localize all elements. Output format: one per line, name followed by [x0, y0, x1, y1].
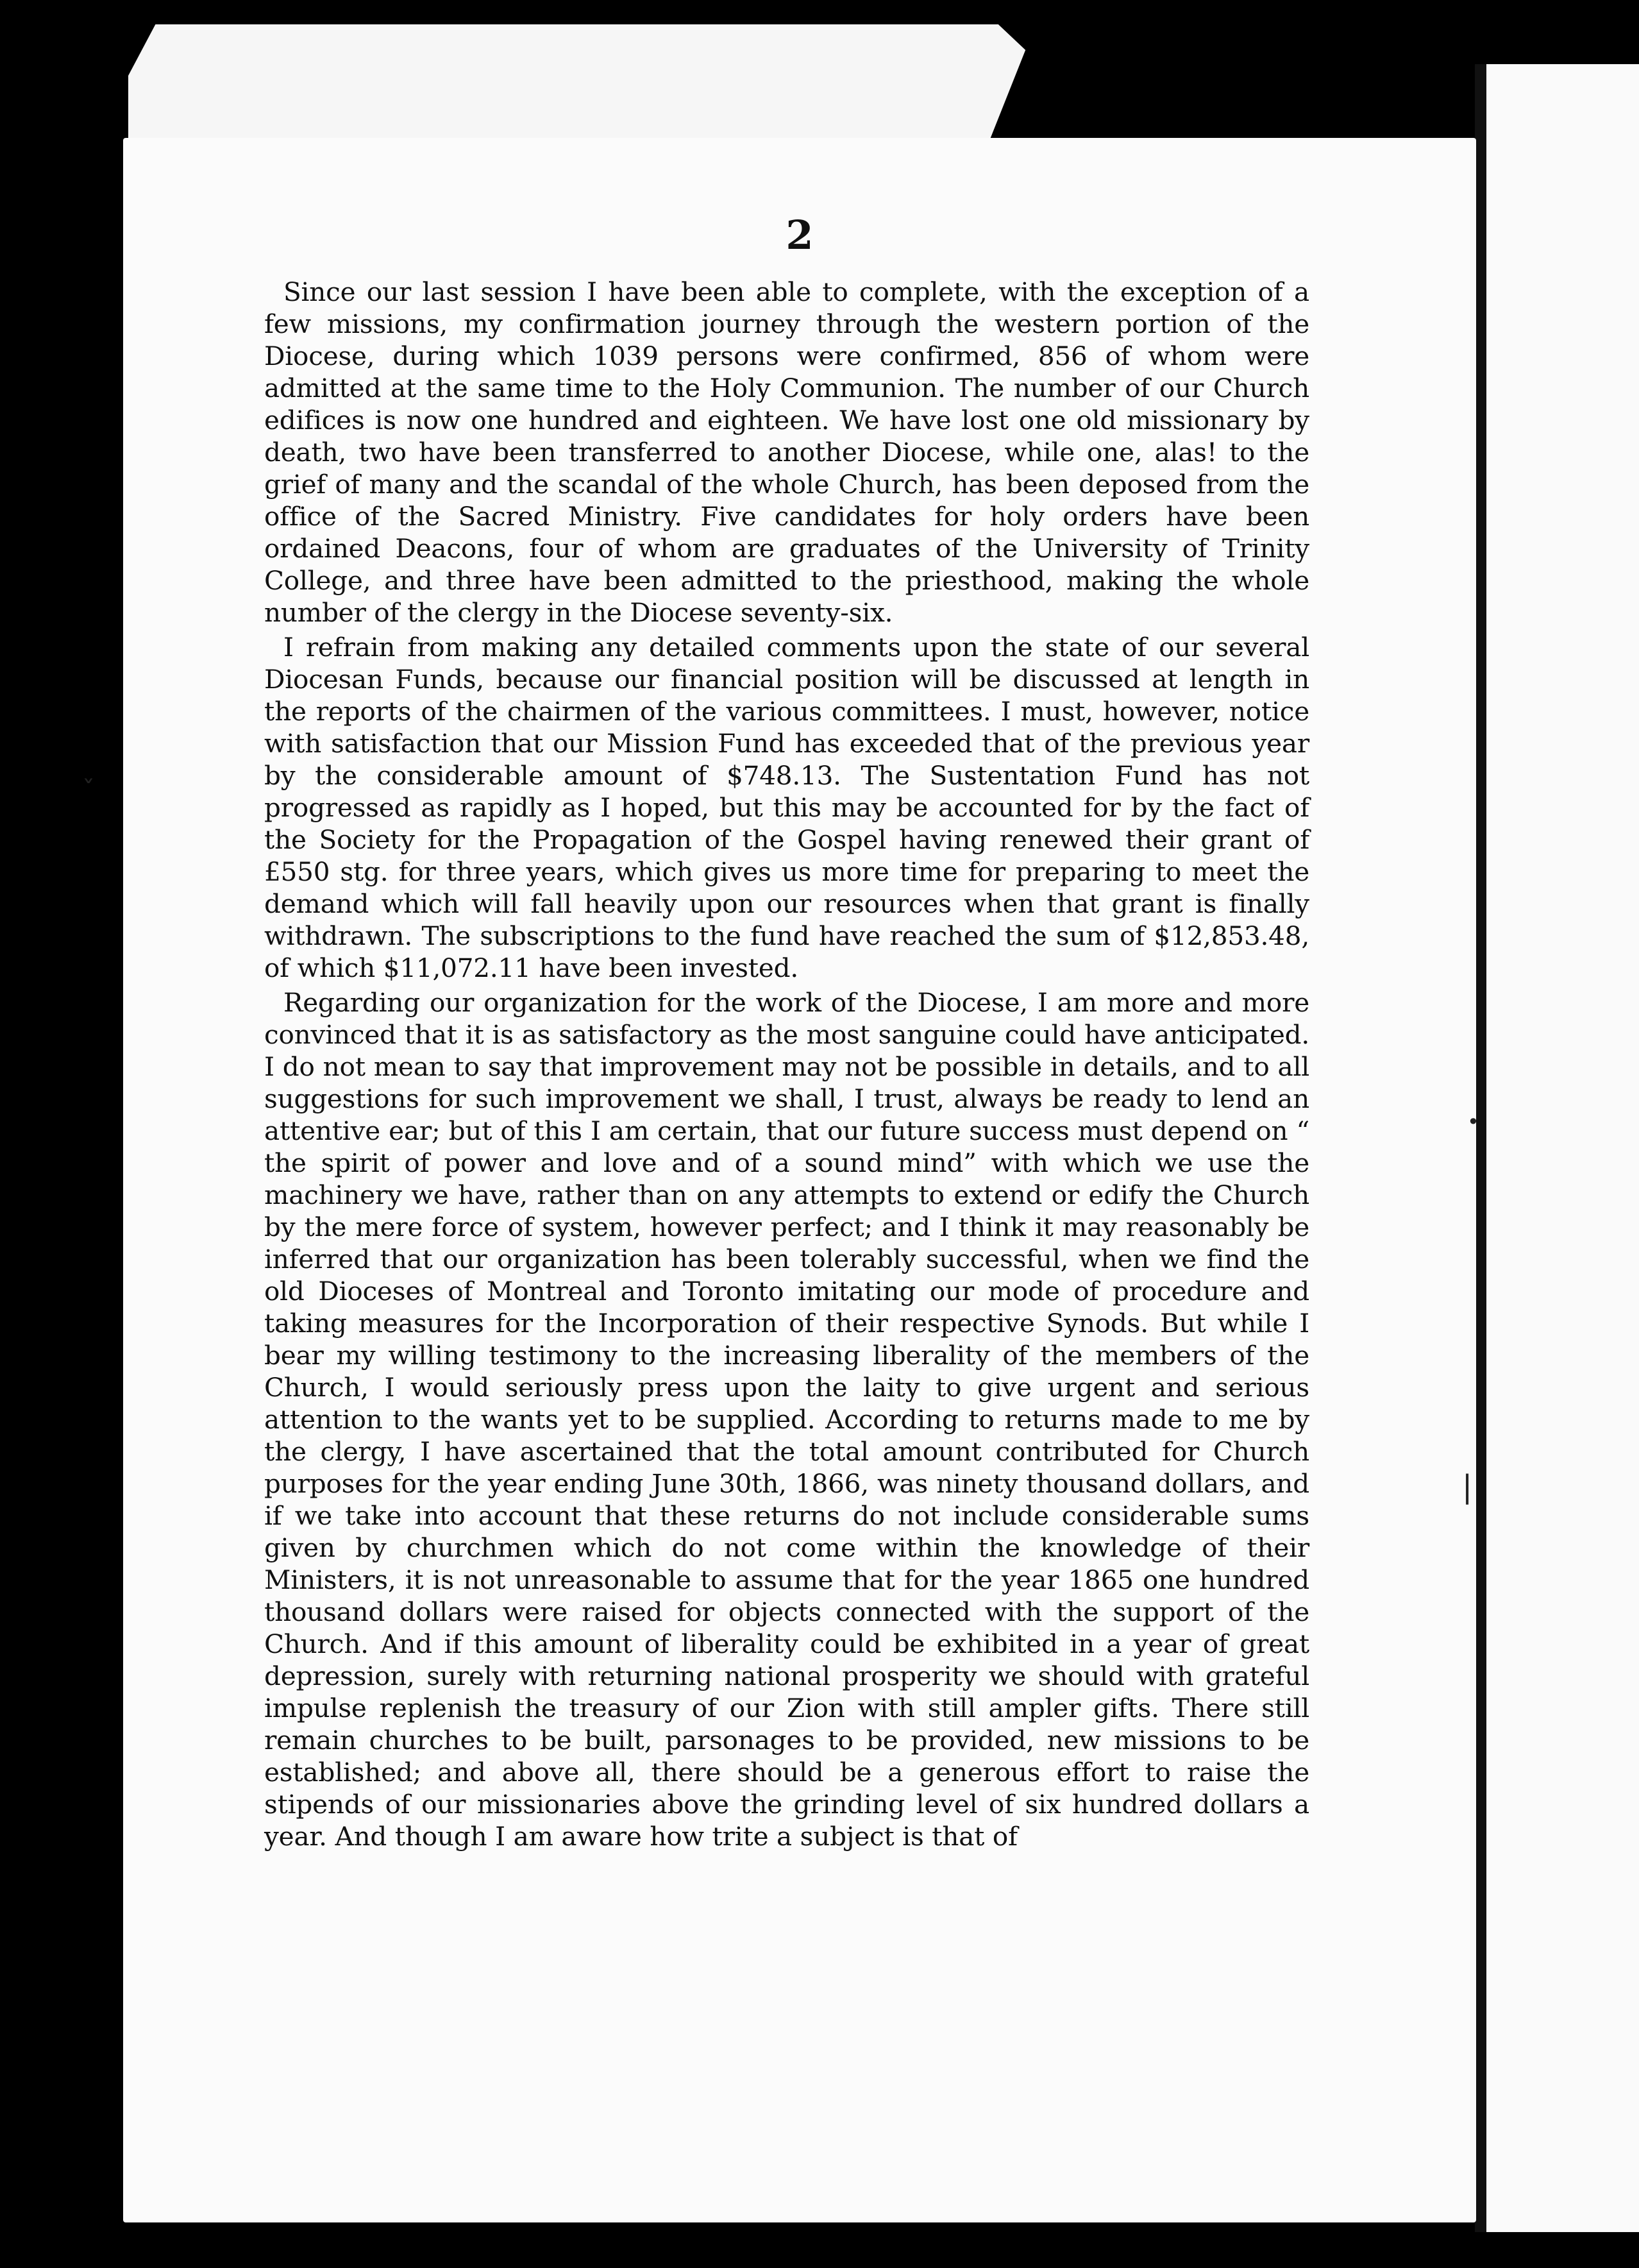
paragraph-confirmation-journey: Since our last session I have been able to complete, with the exception of a few missions, my confirmation journey through the western portion of the Diocese, during which 1039 persons were confirmed, 856 of whom were admitted at the same time to the Holy Communion. The number of our Church edifices is now one hundred and eighteen. We have lost one old missionary by death, two have been transferred to another Diocese, while one, alas! to the grief of many and the scandal of the whole Church, has been deposed from the office of the Sacred Ministry. Five candidates for holy orders have been ordained Deacons, four of whom are graduates of the University of Trinity College, and three have been admitted to the priesthood, making the whole number of the clergy in the Diocese seventy-six.: [264, 276, 1309, 628]
page-top-tab: [128, 24, 1488, 153]
scan-speck: |: [1462, 1469, 1473, 1505]
paragraph-diocesan-funds: I refrain from making any detailed comments upon the state of our several Diocesan Funds, because our financial position will be discussed at length in the reports of the chairmen of the various committees. I must, however, notice with satisfaction that our Mission Fund has exceeded that of the previous year by the considerable amount of $748.13. The Sustentation Fund has not progressed as rapidly as I hoped, but this may be accounted for by the fact of the Society for the Propagation of the Gospel having renewed their grant of £550 stg. for three years, which gives us more time for preparing to meet the demand which will fall heavily upon our resources when that grant is finally withdrawn. The subscriptions to the fund have reached the sum of $12,853.48, of which $11,072.11 have been invested.: [264, 632, 1309, 983]
body-text: [264, 276, 1309, 1855]
document-page: [123, 138, 1476, 2222]
adjacent-page-edge: [1475, 64, 1639, 2232]
scan-speck: •: [1467, 1110, 1479, 1134]
page-number: 2: [786, 212, 814, 258]
scan-speck: ˇ: [82, 776, 95, 806]
paragraph-organization: Regarding our organization for the work of the Diocese, I am more and more convinced that it is as satisfactory as the most sanguine could have anticipated. I do not mean to say that improvement may not be possible in details, and to all suggestions for such improvement we shall, I trust, always be ready to lend an attentive ear; but of this I am certain, that our future success must depend on “ the spirit of power and love and of a sound mind” with which we use the machinery we have, rather than on any attempts to extend or edify the Church by the mere force of system, however perfect; and I think it may reasonably be inferred that our organization has been tolerably successful, when we find the old Dioceses of Montreal and Toronto imitating our mode of procedure and taking measures for the Incorporation of their respective Synods. But while I bear my willing testimony to the increasing liberality of the members of the Church, I would seriously press upon the laity to give urgent and serious attention to the wants yet to be supplied. According to returns made to me by the clergy, I have ascertained that the total amount contributed for Church purposes for the year ending June 30th, 1866, was ninety thousand dollars, and if we take into account that these returns do not include considerable sums given by churchmen which do not come within the knowledge of their Ministers, it is not unreasonable to assume that for the year 1865 one hundred thousand dollars were raised for objects connected with the support of the Church. And if this amount of liberality could be exhibited in a year of great depression, surely with returning national prosperity we should with grateful impulse replenish the treasury of our Zion with still ampler gifts. There still remain churches to be built, parsonages to be provided, new missions to be established; and above all, there should be a generous effort to raise the stipends of our missionaries above the grinding level of six hundred dollars a year. And though I am aware how trite a subject is that of: [264, 987, 1309, 1852]
